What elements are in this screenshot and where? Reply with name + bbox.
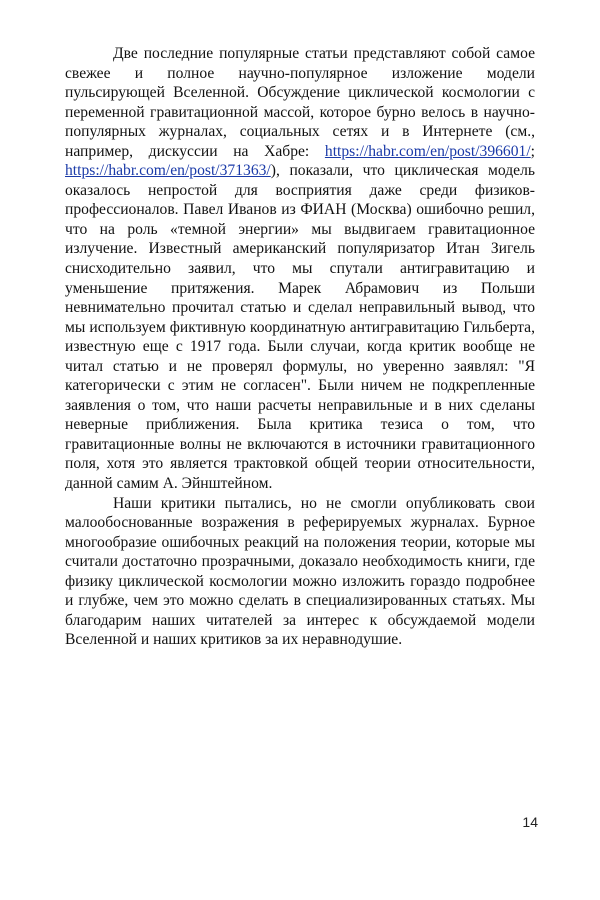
paragraph-1-text-start: Две последние популярные статьи представляют собой самое свежее и полное научно-популярное изложение модели пульсирующей Вселенной. Обсуждение циклической космологии с переменной гравитационной массой, которое бурно велось в научно-популярных журналах, социальных сетях и в Интернете (см., например, дискуссии на Хабре: bbox=[65, 45, 535, 160]
paragraph-1 bbox=[65, 44, 535, 494]
habr-link-396601[interactable]: https://habr.com/en/post/396601/ bbox=[324, 142, 531, 160]
page-body bbox=[65, 44, 535, 650]
paragraph-1-text-end: ), показали, что циклическая модель оказалось непростой для восприятия даже среди физиков-профессионалов. Павел Иванов из ФИАН (Москва) ошибочно решил, что на роль «темной энергии» мы выдвигаем гравитационное излучение. Известный американский популяризатор Итан Зигель снисходительно заявил, что мы спутали антигравитацию и уменьшение притяжения. Марек Абрамович из Польши невнимательно прочитал статью и сделал неправильный вывод, что мы используем фиктивную координатную антигравитацию Гильберта, известную еще с 1917 года. Были случаи, когда критик вообще не читал статью и не проверял формулы, но уверенно заявлял: "Я категорически с этим не согласен". Были ничем не подкрепленные заявления о том, что наши расчеты неправильные и в них сделаны неверные приближения. Была критика тезиса о том, что гравитационные волны не включаются в источники гравитационного поля, хотя это является трактовкой общей теории относительности, данной самим А. Эйнштейном. bbox=[65, 162, 535, 493]
link-separator: ; bbox=[530, 142, 535, 160]
habr-link-371363[interactable]: https://habr.com/en/post/371363/ bbox=[65, 162, 271, 180]
page-number: 14 bbox=[522, 814, 538, 830]
paragraph-2: Наши критики пытались, но не смогли опубликовать свои малообоснованные возражения в реферируемых журналах. Бурное многообразие ошибочных реакций на положения теории, которые мы считали достаточно прозрачными, доказало необходимость книги, где физику циклической космологии можно изложить гораздо подробнее и глубже, чем это можно сделать в специализированных статьях. Мы благодарим наших читателей за интерес к обсуждаемой модели Вселенной и наших критиков за их неравнодушие. bbox=[65, 494, 535, 649]
